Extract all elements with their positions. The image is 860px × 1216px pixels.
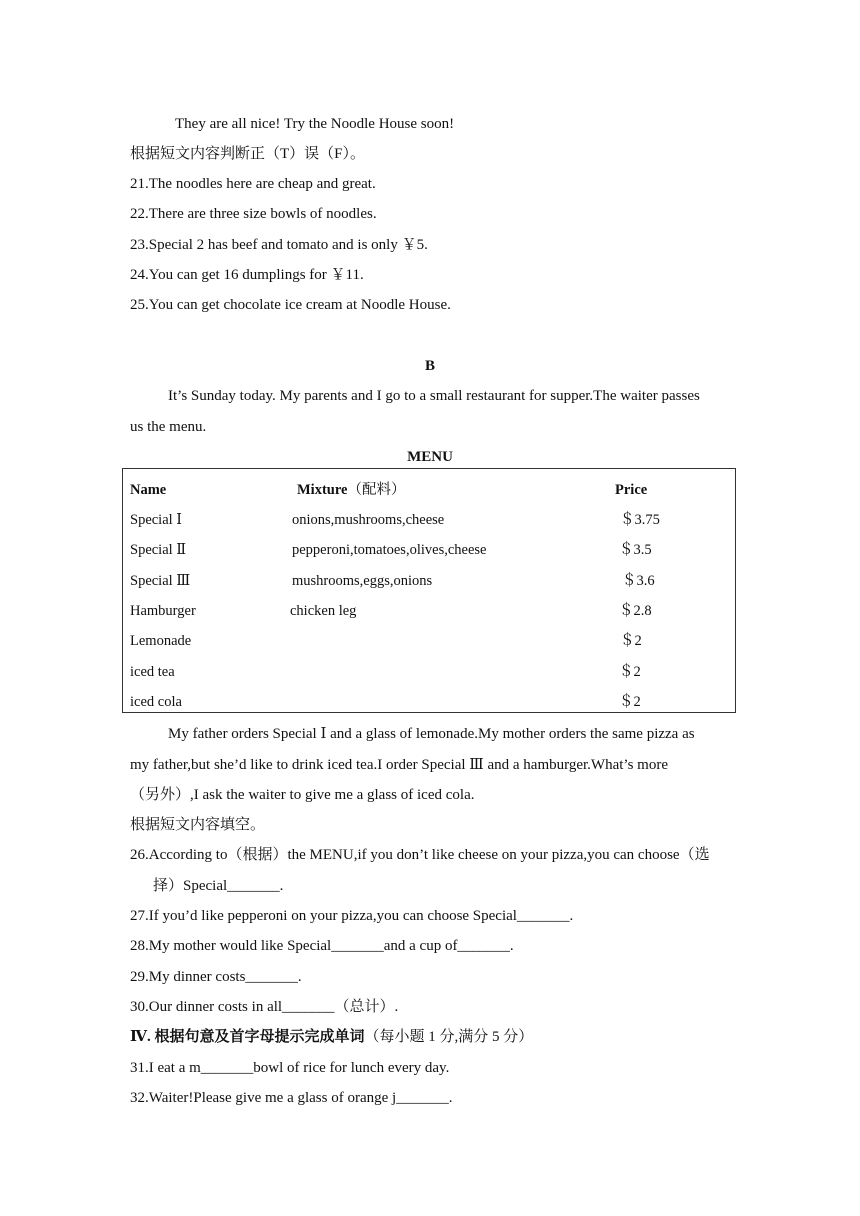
menu-row-name: Special Ⅰ bbox=[130, 512, 183, 528]
fill-question-28: 28.My mother would like Special_______and a cup of_______. bbox=[130, 938, 514, 954]
tf-question-25: 25.You can get chocolate ice cream at Noodle House. bbox=[130, 297, 451, 313]
story-line2: my father,but she’d like to drink iced tea.I order Special Ⅲ and a hamburger.What’s more bbox=[130, 757, 668, 773]
section-b-intro-line1: It’s Sunday today. My parents and I go to a small restaurant for supper.The waiter passes bbox=[168, 388, 700, 404]
menu-row-price: ＄2 bbox=[620, 633, 642, 649]
menu-row-mixture: pepperoni,tomatoes,olives,cheese bbox=[292, 542, 487, 558]
fill-question-26-cont: 择）Special_______. bbox=[153, 878, 284, 894]
menu-row-name: Special Ⅱ bbox=[130, 542, 187, 558]
menu-header-mixture-note: （配料） bbox=[347, 482, 406, 498]
menu-row-mixture: mushrooms,eggs,onions bbox=[292, 573, 433, 589]
menu-row-price: ＄2 bbox=[619, 694, 641, 710]
section-iv-heading bbox=[130, 1027, 533, 1047]
fill-question-29: 29.My dinner costs_______. bbox=[130, 969, 302, 985]
menu-table bbox=[122, 468, 736, 713]
fill-question-30: 30.Our dinner costs in all_______（总计）. bbox=[130, 999, 399, 1015]
menu-row-price: ＄2.8 bbox=[619, 603, 652, 619]
menu-row-mixture: chicken leg bbox=[290, 603, 357, 619]
word-question-31: 31.I eat a m_______bowl of rice for lunch every day. bbox=[130, 1060, 450, 1076]
story-line3: （另外）,I ask the waiter to give me a glass of iced cola. bbox=[130, 787, 475, 803]
menu-row-name: Hamburger bbox=[130, 603, 196, 619]
menu-row-mixture: onions,mushrooms,cheese bbox=[292, 512, 445, 528]
menu-header-price: Price bbox=[615, 482, 648, 498]
menu-row-name: Lemonade bbox=[130, 633, 192, 649]
tf-question-22: 22.There are three size bowls of noodles. bbox=[130, 206, 377, 222]
menu-row-price: ＄3.6 bbox=[622, 573, 655, 589]
menu-row-price: ＄2 bbox=[619, 664, 641, 680]
tf-question-23: 23.Special 2 has beef and tomato and is only ￥5. bbox=[130, 237, 428, 253]
menu-header-mixture-label: Mixture bbox=[297, 482, 348, 498]
menu-header-name: Name bbox=[130, 482, 167, 498]
menu-row-name: Special Ⅲ bbox=[130, 573, 191, 589]
section-iv-note: （每小题 1 分,满分 5 分） bbox=[364, 1029, 534, 1045]
section-iv-title: Ⅳ. 根据句意及首字母提示完成单词 bbox=[130, 1029, 365, 1045]
section-b-intro-line2: us the menu. bbox=[130, 419, 207, 435]
menu-row-price: ＄3.75 bbox=[620, 512, 660, 528]
menu-row-name: iced cola bbox=[130, 694, 182, 710]
fill-instruction: 根据短文内容填空。 bbox=[130, 817, 266, 833]
word-question-32: 32.Waiter!Please give me a glass of orange j_______. bbox=[130, 1090, 453, 1106]
tf-instruction: 根据短文内容判断正（T）误（F）。 bbox=[130, 146, 366, 162]
section-b-heading: B bbox=[424, 358, 435, 374]
menu-title: MENU bbox=[407, 449, 453, 465]
menu-header-mixture bbox=[297, 480, 405, 500]
fill-question-26: 26.According to（根据）the MENU,if you don’t like cheese on your pizza,you can choose（选 bbox=[130, 847, 710, 863]
tf-question-24: 24.You can get 16 dumplings for ￥11. bbox=[130, 267, 364, 283]
passage-a-end: They are all nice! Try the Noodle House soon! bbox=[175, 116, 455, 132]
story-line1: My father orders Special Ⅰ and a glass of lemonade.My mother orders the same pizza as bbox=[168, 726, 695, 742]
menu-row-name: iced tea bbox=[130, 664, 175, 680]
fill-question-27: 27.If you’d like pepperoni on your pizza,you can choose Special_______. bbox=[130, 908, 574, 924]
menu-row-price: ＄3.5 bbox=[619, 542, 652, 558]
tf-question-21: 21.The noodles here are cheap and great. bbox=[130, 176, 376, 192]
